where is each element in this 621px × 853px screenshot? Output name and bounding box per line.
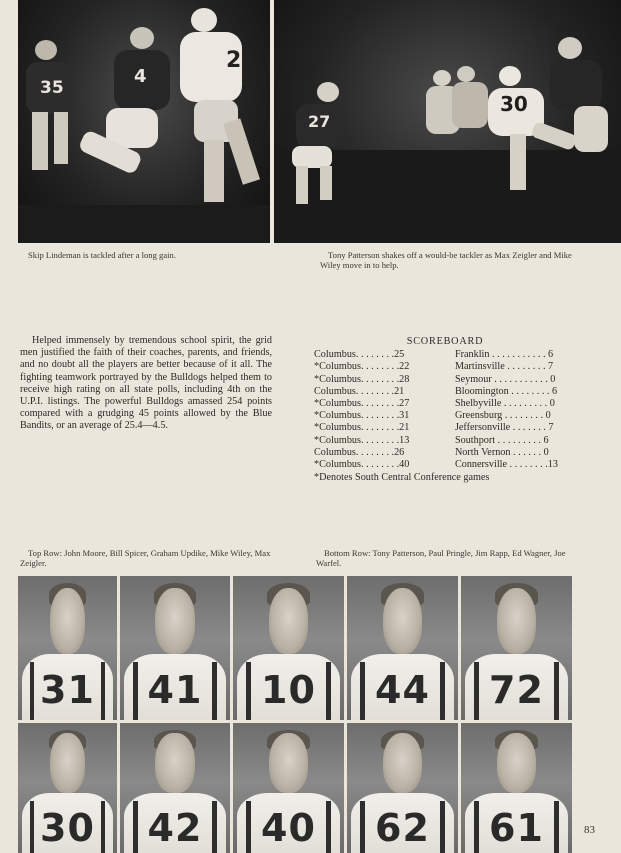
scoreboard [314,336,576,484]
tackle-scene [18,0,270,243]
jersey-number: 31 [40,668,95,713]
player-portrait [461,723,572,853]
top-row-caption: Top Row: John Moore, Bill Spicer, Graham Updike, Mike Wiley, Max Zeigler. [20,548,271,568]
opponent-score: Seymour . . . . . . . . . . . 0 [454,373,556,385]
jersey-number-2: 2 [226,48,242,73]
jersey-number: 62 [375,805,430,850]
columbus-score: *Columbus. . . . . . . .27 [314,397,410,409]
scoreboard-row [314,386,576,398]
scoreboard-row [314,374,576,386]
bottom-row-caption: Bottom Row: Tony Patterson, Paul Pringle, Jim Rapp, Ed Wagner, Joe Warfel. [316,548,566,568]
jersey-number: 72 [489,668,544,713]
player-portrait [347,576,458,720]
opponent-score: Bloomington . . . . . . . . 6 [454,385,558,397]
page-number: 83 [584,824,595,836]
player-portrait [347,723,458,853]
jersey-number-30: 30 [500,92,528,116]
opponent-score: Jeffersonville . . . . . . . 7 [454,422,554,434]
player-portrait [233,576,344,720]
columbus-score: Columbus. . . . . . . .21 [314,385,405,397]
jersey-number: 40 [261,805,316,850]
columbus-score: *Columbus. . . . . . . .13 [314,434,410,446]
scoreboard-row [314,349,576,361]
opponent-score: Shelbyville . . . . . . . . . 0 [454,397,555,409]
opponent-score: Greensburg . . . . . . . . 0 [454,410,551,422]
jersey-number: 44 [375,668,430,713]
jersey-number: 30 [40,805,95,850]
jersey-number: 41 [147,668,203,713]
caption-right-photo: Tony Patterson shakes off a would-be tackler as Max Zeigler and Mike Wiley move in to help. [320,250,572,270]
scoreboard-row [314,410,576,422]
scoreboard-row [314,398,576,410]
player-portrait [18,723,117,853]
action-photo-run [274,0,621,243]
opponent-score: Martinsville . . . . . . . . 7 [454,361,554,373]
caption-left-photo: Skip Lindeman is tackled after a long gain. [28,250,176,260]
columbus-score: *Columbus. . . . . . . .21 [314,422,410,434]
player-portrait [120,723,230,853]
columbus-score: *Columbus. . . . . . . .31 [314,410,410,422]
player-portrait [18,576,117,720]
scoreboard-row [314,435,576,447]
opponent-score: Connersville . . . . . . . .13 [454,458,558,470]
scoreboard-title: SCOREBOARD [406,336,484,347]
jersey-number: 10 [261,668,316,713]
player-portrait [120,576,230,720]
player-portrait [461,576,572,720]
opponent-score: Southport . . . . . . . . . 6 [454,434,549,446]
jersey-number: 61 [489,805,544,850]
season-summary-paragraph: Helped immensely by tremendous school spirit, the grid men justified the faith of their coaches, parents, and friends, and no doubt all the players are better because of it all. The fighting teamwork portrayed by the Bulldogs helped them to receive high rating on all state polls, including 4th on the U.P.I. listings. The powerful Bulldogs amassed 254 points compared with a grudging 45 points allowed by the Blue Bandits, or an average of 25.4—4.5. [20,335,272,432]
scoreboard-row [314,447,576,459]
jersey-number-4: 4 [134,66,147,87]
scoreboard-row [314,361,576,373]
jersey-number: 42 [147,805,203,850]
columbus-score: Columbus. . . . . . . .25 [314,349,405,361]
columbus-score: *Columbus. . . . . . . .28 [314,373,410,385]
opponent-score: North Vernon . . . . . . 0 [454,446,549,458]
columbus-score: *Columbus. . . . . . . .22 [314,361,410,373]
conference-footnote: *Denotes South Central Conference games [314,472,490,484]
jersey-number-27: 27 [308,112,331,131]
columbus-score: *Columbus. . . . . . . .40 [314,458,410,470]
action-photo-tackle [18,0,270,243]
columbus-score: Columbus. . . . . . . .26 [314,446,405,458]
scoreboard-row [314,422,576,434]
player-portrait [233,723,344,853]
jersey-number-35: 35 [40,78,64,98]
scoreboard-row [314,459,576,471]
opponent-score: Franklin . . . . . . . . . . . 6 [454,349,554,361]
